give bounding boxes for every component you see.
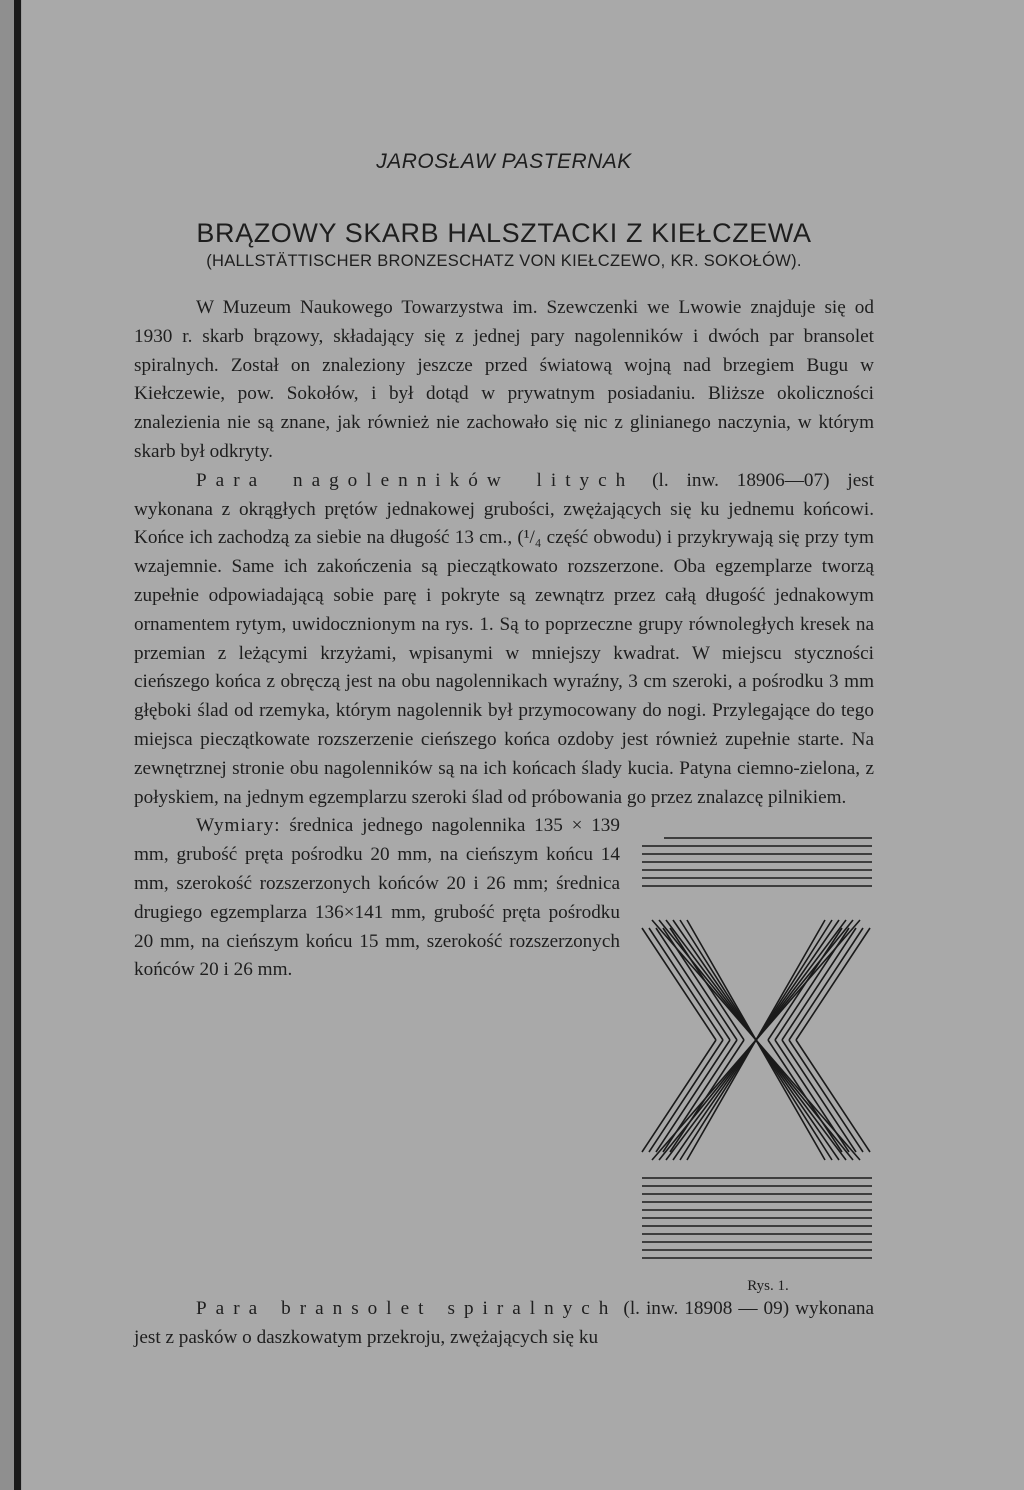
ornament-lozenge-edge xyxy=(670,928,744,1040)
ornament-lozenge-edge xyxy=(789,928,863,1040)
ornament-lozenge-edge xyxy=(649,1040,723,1152)
article xyxy=(134,150,874,1353)
author-name: JAROSŁAW PASTERNAK xyxy=(376,150,632,173)
spaced-heading-wymiary: Wymiary: xyxy=(196,815,281,837)
ornament-lozenge-edge xyxy=(656,928,730,1040)
paragraph-nagolenniki xyxy=(134,467,874,813)
ornament-lozenge-edge xyxy=(649,928,723,1040)
spaced-heading-bransolety: Para bransolet spiralnych xyxy=(196,1298,618,1320)
paragraph-nagolenniki-text: (l. inw. 18906—07) jest wykonana z okrągłych prętów jednakowej grubości, zwężających się ku jednemu końcowi. Końce ich zachodzą za siebie na długość 13 cm., (¹/₄ część obwodu) i przykrywają się przy tym wzajemnie. Same ich zakończenia są pieczątkowato rozszerzone. Oba egzemplarze tworzą zupełnie odpowiadającą sobie parę i pokryte są zewnątrz przez całą długość jednakowym ornamentem rytym, uwidocznionym na rys. 1. Są to poprzeczne grupy równoległych kresek na przemian z leżącymi krzyżami, wpisanymi w mniejszy kwadrat. W miejscu styczności cieńszego końca z obręczą jest na obu nagolennikach wyraźny, 3 cm szeroki, a pośrodku 3 mm głęboki ślad od rzemyka, którym nagolennik był przymocowany do nogi. Przylegające do tego miejsca pieczątkowate rozszerzenie cieńszego końca ozdoby jest również zupełnie starte. Na zewnętrznej stronie obu nagolenników są na ich końcach ślady kucia. Patyna ciemno-zielona, z połyskiem, na jednym egzemplarzu szeroki ślad od próbowania go przez znalazcę pilnikiem. xyxy=(134,469,875,808)
ornament-lozenge-edge xyxy=(663,928,737,1040)
paragraph-bransolety xyxy=(134,1295,874,1353)
ornament-lozenge-edge xyxy=(768,928,842,1040)
scan-edge xyxy=(0,0,22,1490)
paragraph-intro: W Muzeum Naukowego Towarzystwa im. Szewczenki we Lwowie znajduje się od 1930 r. skarb brązowy, składający się z jednej pary nagolenników i dwóch par bransolet spiralnych. Został on znaleziony jeszcze przed światową wojną nad brzegiem Bugu w Kiełczewie, pow. Sokołów, i był dotąd w prywatnym posiadaniu. Bliższe okoliczności znalezienia nie są znane, jak również nie zachowało się nic z glinianego naczynia, w którym skarb był odkryty. xyxy=(134,297,874,462)
paragraph-bransolety-text: (l. inw. 18908 — 09) wykonana jest z pasków o daszkowatym przekroju, zwężających się ku xyxy=(134,1298,874,1349)
ornament-lozenge-edge xyxy=(656,1040,730,1152)
ornament-lozenge-edge xyxy=(775,928,849,1040)
article-title: BRĄZOWY SKARB HALSZTACKI Z KIEŁCZEWA xyxy=(196,218,812,248)
ornament-lozenge-edge xyxy=(663,1040,737,1152)
ornament-lozenge-edge xyxy=(782,1040,856,1152)
ornament-drawing xyxy=(638,830,874,1270)
figure-caption: Rys. 1. xyxy=(747,1278,789,1295)
figure-rys-1 xyxy=(638,830,884,1295)
article-subtitle: (HALLSTÄTTISCHER BRONZESCHATZ VON KIEŁCZEWO, KR. SOKOŁÓW). xyxy=(206,252,802,270)
ornament-lozenge-edge xyxy=(775,1040,849,1152)
ornament-lozenge-edge xyxy=(782,928,856,1040)
paragraph-wymiary-text: średnica jednego nagolennika 135 × 139 mm, grubość pręta pośrodku 20 mm, na cieńszym końcu 14 mm, szerokość rozszerzonych końców 20 i 26 mm; średnica drugiego egzemplarza 136×141 mm, grubość pręta pośrodku 20 mm, na cieńszym końcu 15 mm, szerokość rozszerzonych końców 20 i 26 mm. xyxy=(134,815,620,981)
spaced-heading-nagolenniki: Para nagolenników litych xyxy=(196,469,635,491)
ornament-lozenge-edge xyxy=(768,1040,842,1152)
ornament-lozenge-edge xyxy=(789,1040,863,1152)
ornament-lozenge-edge xyxy=(670,1040,744,1152)
